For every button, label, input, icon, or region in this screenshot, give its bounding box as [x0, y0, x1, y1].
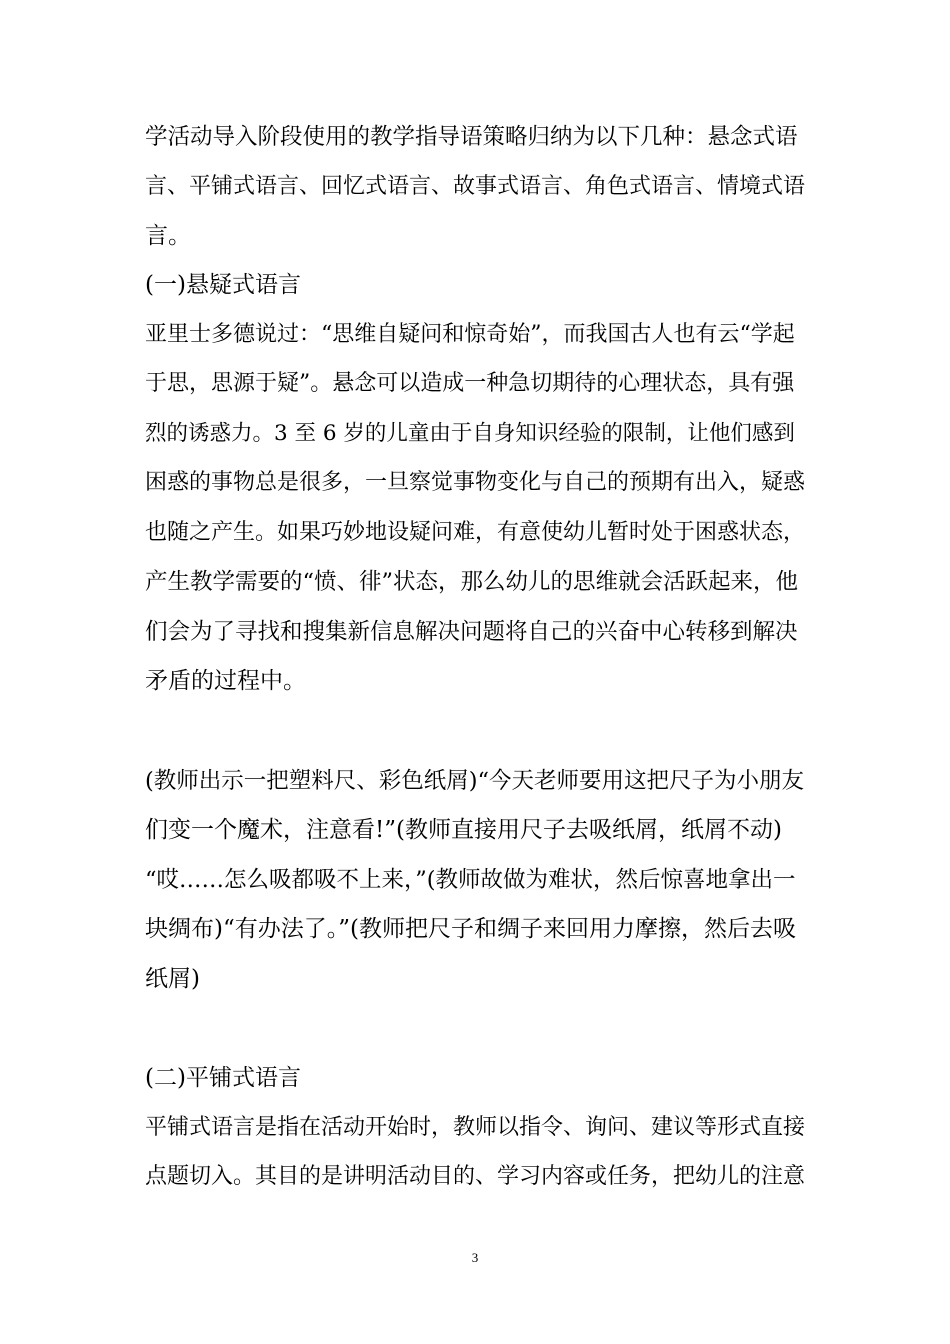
body-text-line: 言、平铺式语言、回忆式语言、故事式语言、角色式语言、情境式语: [145, 174, 806, 199]
body-text-line: 学活动导入阶段使用的教学指导语策略归纳为以下几种：悬念式语: [145, 124, 798, 150]
body-text-line: 产生教学需要的“愤、徘”状态，那么幼儿的思维就会活跃起来，他: [145, 569, 799, 595]
example-text-line: 们变一个魔术，注意看!”(教师直接用尺子去吸纸屑，纸屑不动): [145, 817, 782, 843]
example-text-line: (教师出示一把塑料尺、彩色纸屑)“今天老师要用这把尺子为小朋友: [145, 768, 805, 794]
body-text-line: 困惑的事物总是很多，一旦察觉事物变化与自己的预期有出入，疑惑: [145, 470, 806, 495]
example-text-line: “哎……怎么吸都吸不上来，”(教师故做为难状，然后惊喜地拿出一: [145, 867, 796, 893]
body-text-line: 言。: [145, 223, 191, 249]
body-text-line: 们会为了寻找和搜集新信息解决问题将自己的兴奋中心转移到解决: [145, 619, 798, 645]
body-text-line: 矛盾的过程中。: [145, 668, 306, 694]
body-text-line: 于思，思源于疑”。悬念可以造成一种急切期待的心理状态，具有强: [145, 371, 795, 396]
example-text-line: 块绸布)“有办法了。”(教师把尺子和绸子来回用力摩擦，然后去吸: [145, 916, 796, 942]
body-text-line: 烈的诱惑力。3 至 6 岁的儿童由于自身知识经验的限制，让他们感到: [145, 421, 795, 446]
body-text-line: 也随之产生。如果巧妙地设疑问难，有意使幼儿暂时处于困惑状态，: [145, 520, 806, 545]
body-text-line: 点题切入。其目的是讲明活动目的、学习内容或任务，把幼儿的注意: [145, 1164, 806, 1189]
body-text-line: 亚里士多德说过：“思维自疑问和惊奇始”，而我国古人也有云“学起: [145, 322, 795, 347]
section-heading: (二)平铺式语言: [145, 1065, 301, 1091]
example-text-line: 纸屑): [145, 966, 200, 992]
page-number: 3: [471, 1250, 479, 1265]
section-heading: (一)悬疑式语言: [145, 272, 301, 298]
body-text-line: 平铺式语言是指在活动开始时，教师以指令、询问、建议等形式直接: [145, 1115, 806, 1140]
